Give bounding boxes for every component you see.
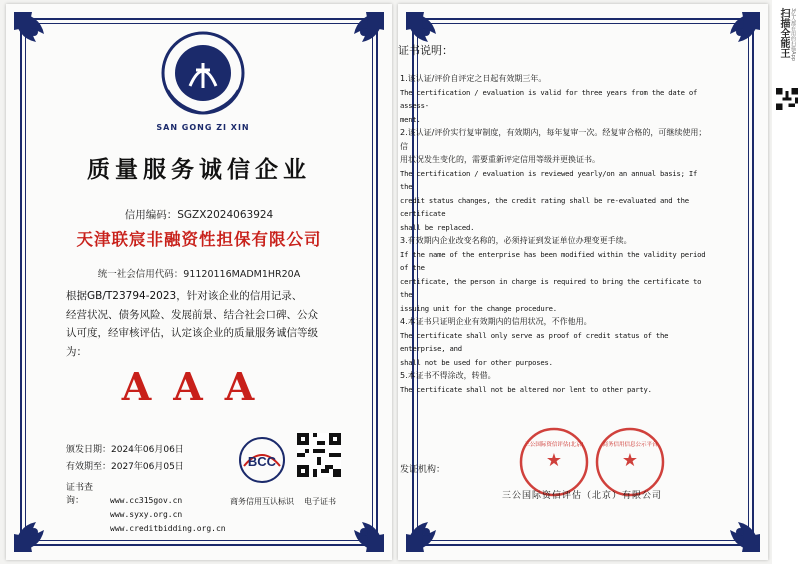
note-en: The certificate shall only serve as proof of credit status of the enterprise, and shall not be used for other purposes. [400, 330, 669, 367]
bcc-logo-icon [238, 436, 286, 484]
note-en: If the name of the enterprise has been modified within the validity period of the certificate, the person in charge is required to bring the certificate to the issuing unit for the change procedure. [400, 249, 706, 313]
notes-title: 证书说明： [398, 44, 453, 57]
note-cn: 3.有效期内企业改变名称的，必须持证到发证单位办理变更手续。 [400, 236, 632, 245]
seal-text: 商务信用信息公示平台 [602, 442, 658, 448]
unified-social-credit-code: 统一社会信用代码：91120116MADM1HR20A [97, 269, 301, 280]
certificate-title: 质量服务诚信企业 [87, 156, 311, 183]
query-url[interactable]: www.creditbidding.org.cn [110, 524, 226, 533]
corner-ornament-icon [336, 504, 388, 556]
statement-line: 经营状况、债务风险、发展前景、结合社会口碑、公众 [66, 308, 318, 321]
note-en: The certification / evaluation is valid for three years from the date of assess- ment. [400, 87, 698, 124]
note-en: The certification / evaluation is reviewed yearly/on an annual basis; If the credit status changes, the credit rating shall be re-evaluated and the certificate shall be replaced. [400, 168, 698, 232]
statement-line: 为： [66, 345, 87, 358]
note-item [400, 72, 712, 126]
query-url[interactable]: www.syxy.org.cn [110, 510, 183, 519]
credit-grade: AAA [121, 364, 277, 409]
note-cn: 1.该认证/评价自评定之日起有效期三年。 [400, 74, 547, 83]
corner-ornament-icon [712, 504, 764, 556]
scanner-watermark-strip [772, 0, 800, 564]
note-cn: 4.本证书只证明企业有效期内的信用状况，不作他用。 [400, 317, 592, 326]
bcc-text: BCC [247, 454, 277, 469]
statement-line: 根据GB/T23794-2023，针对该企业的信用记录、 [66, 290, 303, 302]
corner-ornament-icon [712, 8, 764, 60]
qr-code-icon[interactable] [297, 433, 341, 477]
corner-ornament-icon [10, 504, 62, 556]
query-url[interactable]: www.cc315gov.cn [110, 496, 183, 505]
corner-ornament-icon [336, 8, 388, 60]
query-label: 证书查询： [66, 483, 94, 506]
company-name: 天津联宸非融资性担保有限公司 [76, 230, 322, 249]
note-item [400, 234, 712, 315]
bcc-label: 商务信用互认标识 [230, 497, 294, 506]
validity-dates [66, 442, 184, 476]
note-item [400, 315, 712, 369]
certificate-front-page [6, 4, 392, 560]
scanner-app-slogan: 3亿人都在用的扫描App [790, 8, 796, 61]
note-cn: 5.本证书不得涂改，转借。 [400, 371, 496, 380]
svg-text:★: ★ [621, 450, 639, 471]
note-item [400, 126, 712, 234]
note-item [400, 369, 712, 396]
seal-text: 三公国际资信评估(北京) [524, 442, 584, 448]
svg-text:★: ★ [545, 450, 563, 471]
issuer-name: 三公国际资信评估（北京）有限公司 [502, 491, 663, 501]
evaluation-statement [66, 287, 348, 361]
corner-ornament-icon [402, 504, 454, 556]
logo-bottom-text: SAN GONG ZI XIN [156, 123, 250, 132]
e-certificate-label: 电子证书 [304, 497, 336, 506]
corner-ornament-icon [10, 8, 62, 60]
app-qr-icon[interactable] [776, 88, 798, 110]
notes-content [400, 72, 712, 396]
note-cn: 2.该认证/评价实行复审制度，有效期内，每年复审一次。经复审合格的，可继续使用；信 用状况发生变化的，需要重新评定信用等级并更换证书。 [400, 128, 707, 164]
sangong-logo-icon [160, 30, 246, 116]
valid-until-date: 有效期至：2027年06月05日 [66, 462, 184, 472]
certificate-back-page [398, 4, 768, 560]
statement-line: 认可度，经审核评估，认定该企业的质量服务诚信等级 [66, 327, 318, 339]
issuer-label: 发证机构： [400, 465, 446, 475]
credit-code: 信用编码：SGZX2024063924 [124, 209, 274, 221]
note-en: The certificate shall not be altered nor lent to other party. [400, 384, 652, 394]
certificate-query [66, 482, 226, 536]
issue-date: 颁发日期：2024年06月06日 [66, 445, 184, 455]
scanner-app-name: 扫描全能王 [778, 8, 789, 58]
